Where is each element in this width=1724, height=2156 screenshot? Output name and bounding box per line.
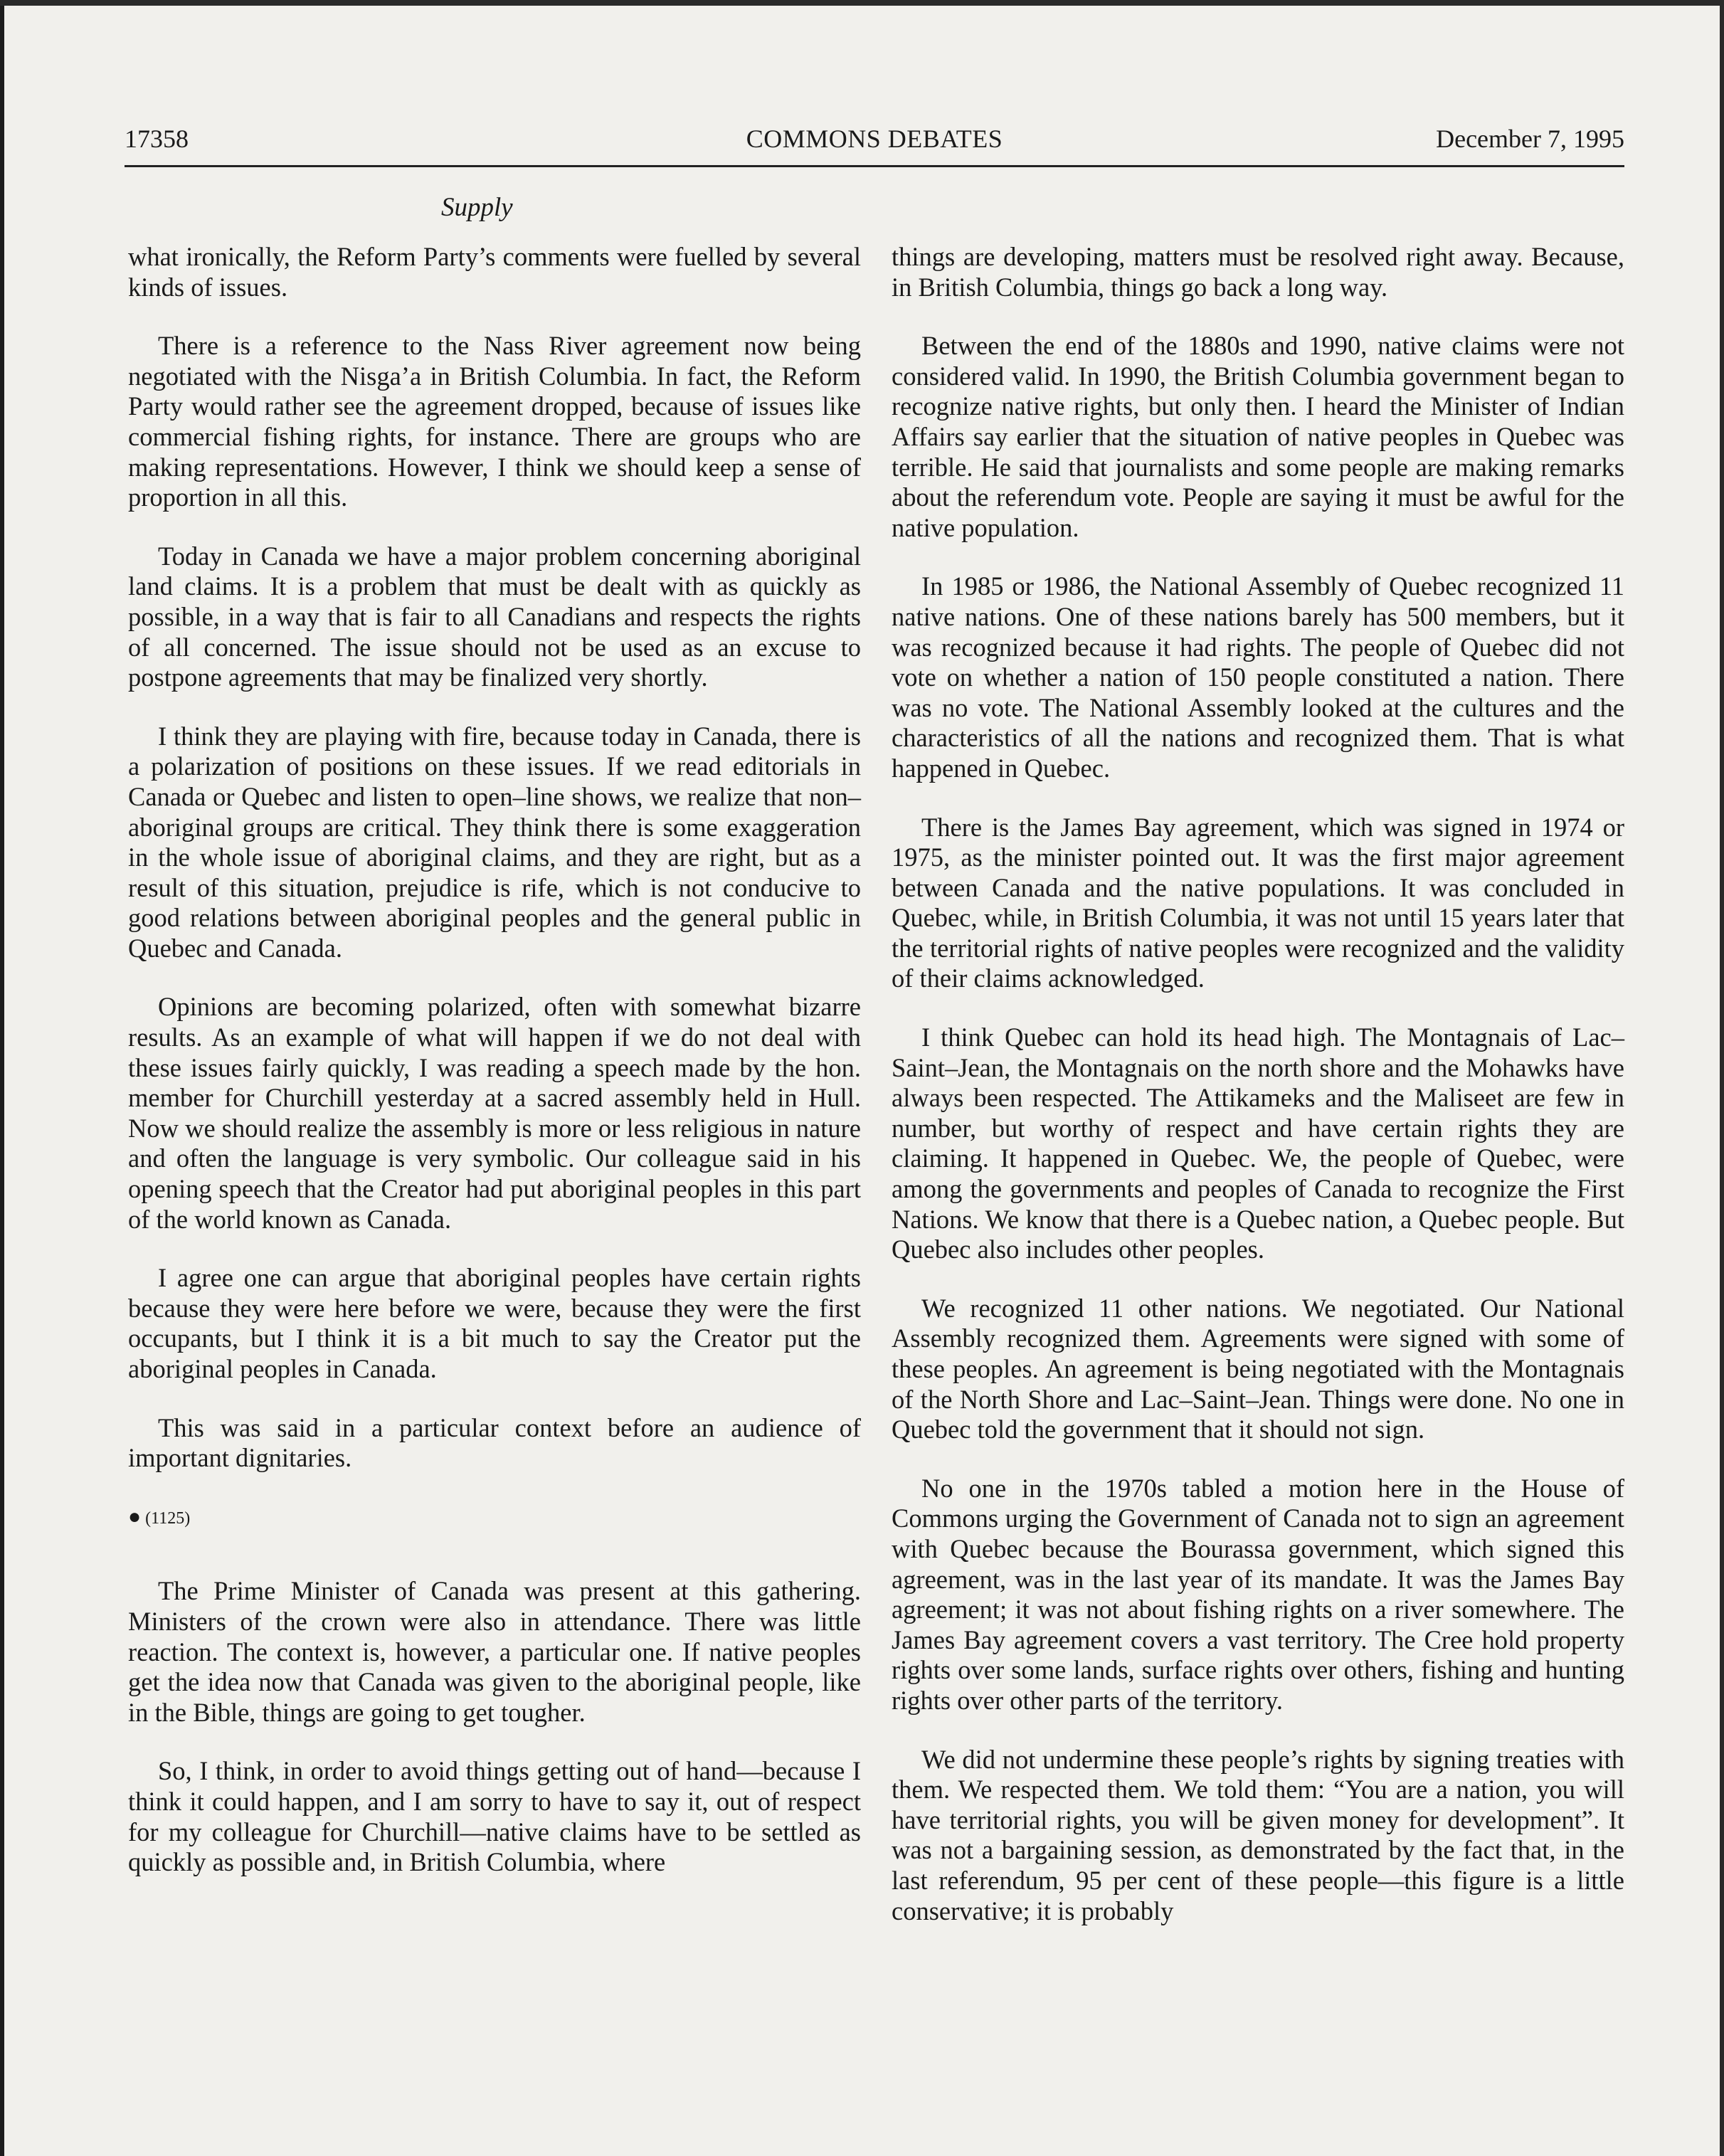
right-column: [892, 242, 1624, 1955]
paragraph: Between the end of the 1880s and 1990, native claims were not considered valid. In 1990, the British Columbia government began to recognize native rights, but only then. I heard the Minister of Indian Affairs say earlier that the situation of native peoples in Quebec was terrible. He said that journalists and some people are making remarks about the referendum vote. People are saying it must be awful for the native population.: [892, 331, 1624, 542]
paragraph: No one in the 1970s tabled a motion here in the House of Commons urging the Government of Canada not to sign an agreement with Quebec because the Bourassa government, which signed this agreement, was in the last year of its mandate. It was the James Bay agreement; it was not about fishing rights on a river somewhere. The James Bay agreement covers a vast territory. The Cree hold property rights over some lands, surface rights over others, fishing and hunting rights over other parts of the territory.: [892, 1473, 1624, 1715]
time-marker: [128, 1502, 861, 1534]
paragraph: Opinions are becoming polarized, often with somewhat bizarre results. As an example of what will happen if we do not deal with these issues fairly quickly, I was reading a speech made by the hon. member for Churchill yesterday at a sacred assembly held in Hull. Now we should realize the assembly is more or less religious in nature and often the language is very symbolic. Our colleague said in his opening speech that the Creator had put aboriginal peoples in this part of the world known as Canada.: [128, 992, 861, 1234]
paragraph: We recognized 11 other nations. We negotiated. Our National Assembly recognized them. Agreements were signed with some of these peoples. An agreement is being negotiated with the Montagnais of the North Shore and Lac–Saint–Jean. Things were done. No one in Quebec told the government that it should not sign.: [892, 1293, 1624, 1444]
paragraph: So, I think, in order to avoid things getting out of hand—because I think it could happen, and I am sorry to have to say it, out of respect for my colleague for Churchill—native claims have to be settled as quickly as possible and, in British Columbia, where: [128, 1756, 861, 1877]
paragraph: We did not undermine these people’s rights by signing treaties with them. We respected them. We told them: “You are a nation, you will have territorial rights, you will be given money for development”. It was not a bargaining session, as demonstrated by the fact that, in the last referendum, 95 per cent of these people—this figure is a little conservative; it is probably: [892, 1744, 1624, 1925]
left-column: [128, 242, 861, 1906]
header-rule: [125, 165, 1624, 167]
time-marker-text: (1125): [145, 1508, 191, 1528]
bullet-icon: ●: [128, 1504, 142, 1528]
paragraph: I think Quebec can hold its head high. The Montagnais of Lac–Saint–Jean, the Montagnais on the north shore and the Mohawks have always been respected. The Attikameks and the Maliseet are few in number, but worthy of respect and have certain rights they are claiming. It happened in Quebec. We, the people of Quebec, were among the governments and peoples of Canada to recognize the First Nations. We know that there is a Quebec nation, a Quebec people. But Quebec also includes other peoples.: [892, 1022, 1624, 1264]
publication-date: December 7, 1995: [1436, 125, 1624, 153]
paragraph: This was said in a particular context before an audience of important dignitaries.: [128, 1412, 861, 1473]
paragraph: There is a reference to the Nass River agreement now being negotiated with the Nisga’a in British Columbia. In fact, the Reform Party would rather see the agreement dropped, because of issues like commercial fishing rights, for instance. There are groups who are making representations. However, I think we should keep a sense of proportion in all this.: [128, 331, 861, 512]
publication-title: COMMONS DEBATES: [746, 125, 1003, 153]
paragraph: things are developing, matters must be resolved right away. Because, in British Columbia, things go back a long way.: [892, 242, 1624, 302]
page-number: 17358: [125, 125, 189, 153]
paragraph: In 1985 or 1986, the National Assembly of Quebec recognized 11 native nations. One of these nations barely has 500 members, but it was recognized because it had rights. The people of Quebec did not vote on whether a nation of 150 people constituted a nation. There was no vote. The National Assembly looked at the cultures and the characteristics of all the nations and recognized them. That is what happened in Quebec.: [892, 571, 1624, 783]
scan-edge-left: [0, 0, 4, 2156]
page-header: [125, 121, 1624, 164]
scan-edge-top: [0, 0, 1724, 6]
paragraph: I think they are playing with fire, because today in Canada, there is a polarization of positions on these issues. If we read editorials in Canada or Quebec and listen to open–line shows, we realize that non–aboriginal groups are critical. They think there is some exaggeration in the whole issue of aboriginal claims, and they are right, but as a result of this situation, prejudice is rife, which is not conducive to good relations between aboriginal peoples and the general public in Quebec and Canada.: [128, 721, 861, 963]
paragraph: Today in Canada we have a major problem concerning aboriginal land claims. It is a problem that must be dealt with as quickly as possible, in a way that is fair to all Canadians and respects the rights of all concerned. The issue should not be used as an excuse to postpone agreements that may be finalized very shortly.: [128, 541, 861, 692]
paragraph: what ironically, the Reform Party’s comments were fuelled by several kinds of issues.: [128, 242, 861, 302]
paragraph: I agree one can argue that aboriginal peoples have certain rights because they were here before we were, because they were the first occupants, but I think it is a bit much to say the Creator put the aboriginal peoples in Canada.: [128, 1263, 861, 1383]
scan-edge-right: [1720, 0, 1724, 2156]
paragraph: There is the James Bay agreement, which was signed in 1974 or 1975, as the minister pointed out. It was the first major agreement between Canada and the native populations. It was concluded in Quebec, while, in British Columbia, it was not until 15 years later that the territorial rights of native peoples were recognized and the validity of their claims acknowledged.: [892, 812, 1624, 993]
paragraph: The Prime Minister of Canada was present at this gathering. Ministers of the crown were also in attendance. There was little reaction. The context is, however, a particular one. If native peoples get the idea now that Canada was given to the aboriginal people, like in the Bible, things are going to get tougher.: [128, 1576, 861, 1727]
section-label: Supply: [441, 193, 513, 222]
